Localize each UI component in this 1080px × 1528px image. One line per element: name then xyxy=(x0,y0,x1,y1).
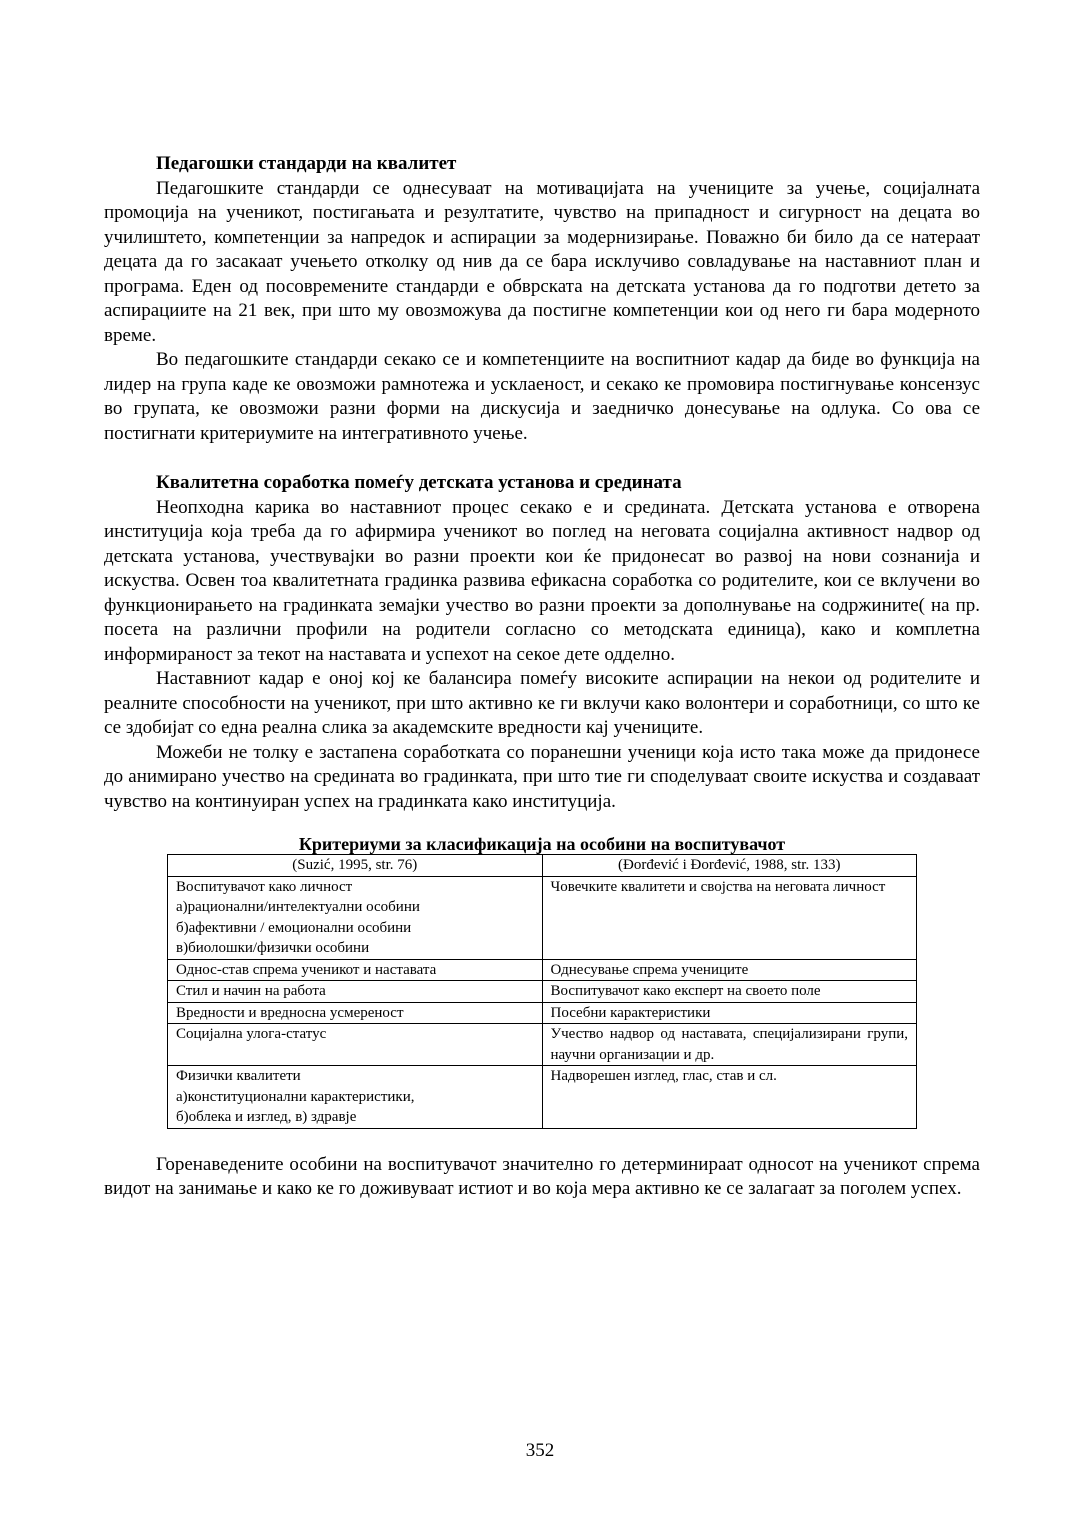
paragraph: Неопходна карика во наставниот процес секако е и средината. Детската установа е отворена институција која треба да го афирмира ученикот во поглед на неговата социјална активност надвор од детската установа, учествувајки во разни проекти кои ќе придонесат во развој на нови сознанија и искуства. Освен тоа квалитетната градинка развива ефикасна соработка со родителите, кои се вклучени во функционирањето на градинката земајки учество во разни проекти за дополнување на содржините( на пр. посета на различни профили на родители согласно со методската единица), како и комплетна информираност за текот на наставата и успехот на секое дете одделно. xyxy=(104,496,980,665)
table-header-row xyxy=(168,855,917,877)
cell-line: Надворешен изглед, глас, став и сл. xyxy=(550,1068,777,1084)
cell-line: Физички квалитети xyxy=(176,1068,301,1084)
table-cell-left xyxy=(168,1002,543,1024)
cell-line: а)конституционални карактеристики, xyxy=(176,1088,415,1105)
table-header-cell: (Đorđević i Đorđević, 1988, str. 133) xyxy=(542,855,917,877)
table-cell-left xyxy=(168,959,543,981)
cell-line: Вредности и вредносна усмереност xyxy=(176,1004,404,1021)
table-cell-right xyxy=(542,876,917,959)
table-cell-right xyxy=(542,1066,917,1129)
table-row xyxy=(168,1024,917,1066)
table-cell-right xyxy=(542,1002,917,1024)
cell-line: а)рационални/интелектуални особини xyxy=(176,899,420,915)
section-pedagogical-standards xyxy=(104,152,980,446)
criteria-table xyxy=(167,854,917,1129)
paragraph: Педагошките стандарди се однесуваат на мотивацијата на учениците за учење, социјалната промоција на ученикот, постигањата и резултатите, чувство на припадност и сигурност на децата во училиштето, компетенции за напредок и аспирации за модернизирање. Поважно би било да се натераат децата да го засакаат учењето отколку од нив да се бара исклучиво совладување на наставниот план и програма. Еден од посовремените стандарди е обврската на детската установа да го подготви детето за аспирациите на 21 век, при што му овозможува да постигне компетенции кои од него ги бара модерното време. xyxy=(104,177,980,346)
table-row xyxy=(168,959,917,981)
cell-line: Социјална улога-статус xyxy=(176,1026,327,1042)
cell-line: Посебни карактеристики xyxy=(550,1004,711,1021)
cell-line: б)афективни / емоционални особини xyxy=(176,919,412,936)
table-cell-right xyxy=(542,981,917,1003)
closing-paragraph: Горенаведените особини на воспитувачот значително го детерминираат односот на ученикот спрема видот на занимање и како ке го доживуваат истиот и во која мера активно ке се залагаат за поголем успех. xyxy=(104,1153,980,1199)
cell-line: Човечките квалитети и својства на неговата личност xyxy=(550,878,886,895)
paragraph: Можеби не толку е застапена соработката со поранешни ученици која исто така може да придонесе до анимирано учество на средината во градинката, при што тие ги споделуваат своите искуства и создаваат чувство на континуиран успех на градинката како институција. xyxy=(104,741,980,812)
table-row xyxy=(168,1002,917,1024)
table-cell-left xyxy=(168,981,543,1003)
table-title: Критериуми за класификација на особини на воспитувачот xyxy=(298,834,786,854)
table-header-cell: (Suzić, 1995, str. 76) xyxy=(168,855,543,877)
cell-line: Однос-став спрема ученикот и наставата xyxy=(176,961,437,978)
cell-line: Стил и начин на работа xyxy=(176,983,326,999)
cell-line: Учество надвор од наставата, специјализирани групи, научни организации и др. xyxy=(550,1026,908,1063)
section-heading: Квалитетна соработка помеѓу детската установа и средината xyxy=(156,472,682,493)
table-cell-left xyxy=(168,1024,543,1066)
cell-line: б)облека и изглед, в) здравје xyxy=(176,1109,357,1125)
page-content xyxy=(104,152,980,1202)
paragraph: Наставниот кадар е оној кој ке балансира помеѓу високите аспирации на некои од родителите и реалните способности на ученикот, при што активно ке ги вклучи како волонтери и соработници, со што ке се здобијат со една реална слика за академските вредности кај учениците. xyxy=(104,668,980,738)
cell-line: Воспитувачот како експерт на своето поле xyxy=(550,983,821,999)
criteria-table-block xyxy=(167,834,917,1129)
section-heading: Педагошки стандарди на квалитет xyxy=(156,153,457,174)
table-row xyxy=(168,876,917,959)
table-row xyxy=(168,981,917,1003)
table-body xyxy=(168,876,917,1128)
table-cell-left xyxy=(168,1066,543,1129)
page-number: 352 xyxy=(525,1440,555,1461)
table-cell-right xyxy=(542,959,917,981)
paragraph: Во педагошките стандарди секако се и компетенциите на воспитниот кадар да биде во функција на лидер на група каде ке овозможи рамнотежа и усклаеност, и секако ке промовира постигнување консензус во групата, ке овозможи разни форми на дискусија и заедничко донесување на одлука. Со ова се постигнати критериумите на интегративното учење. xyxy=(104,349,980,444)
table-cell-left xyxy=(168,876,543,959)
cell-line: Воспитувачот како личност xyxy=(176,878,353,895)
cell-line: в)биолошки/физички особини xyxy=(176,940,370,956)
table-cell-right xyxy=(542,1024,917,1066)
section-cooperation xyxy=(104,471,980,814)
table-row xyxy=(168,1066,917,1129)
cell-line: Однесување спрема учениците xyxy=(550,961,749,978)
